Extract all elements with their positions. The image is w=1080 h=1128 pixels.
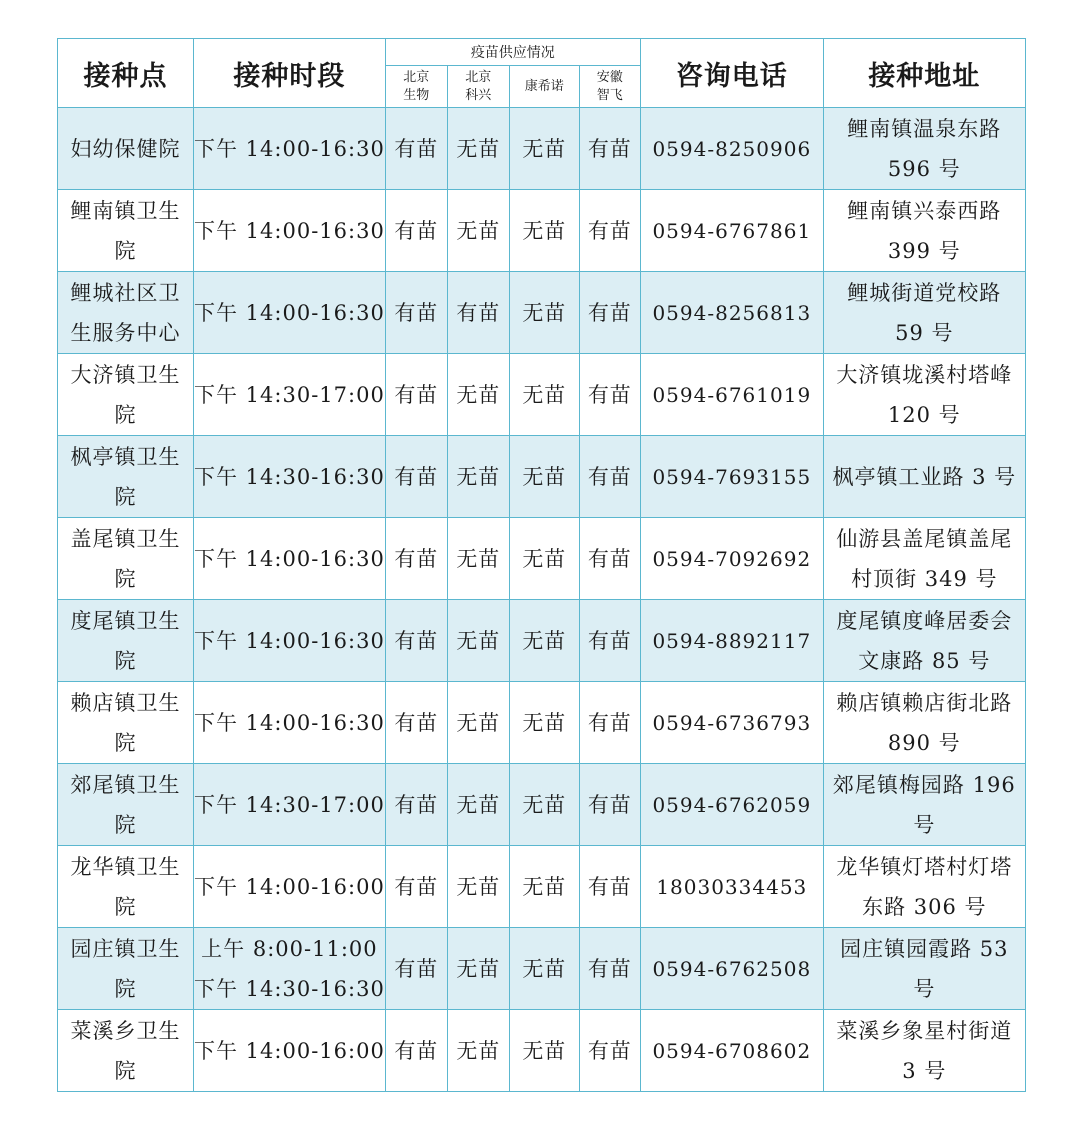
time-slot-cell: 下午 14:00-16:00	[194, 846, 386, 928]
site-name-cell: 园庄镇卫生院	[58, 928, 194, 1010]
phone-cell: 0594-7092692	[640, 518, 823, 600]
address-cell: 菜溪乡象星村街道 3 号	[823, 1010, 1025, 1092]
vaccine-beijing-biological-cell: 有苗	[385, 928, 447, 1010]
header-vaccine-beijing-biological: 北京 生物	[385, 66, 447, 108]
vaccine-beijing-sinovac-cell: 无苗	[447, 846, 509, 928]
table-row	[58, 1010, 1026, 1092]
vaccine-beijing-sinovac-cell: 无苗	[447, 1010, 509, 1092]
site-name-cell: 龙华镇卫生院	[58, 846, 194, 928]
vaccine-beijing-biological-cell: 有苗	[385, 272, 447, 354]
phone-cell: 0594-6767861	[640, 190, 823, 272]
vaccine-beijing-sinovac-cell: 无苗	[447, 436, 509, 518]
time-slot-cell: 下午 14:00-16:30	[194, 682, 386, 764]
time-slot-cell: 下午 14:00-16:30	[194, 190, 386, 272]
table-row	[58, 436, 1026, 518]
table-row	[58, 928, 1026, 1010]
header-time: 接种时段	[194, 39, 386, 108]
time-slot-cell: 下午 14:00-16:30	[194, 272, 386, 354]
phone-cell: 0594-6762508	[640, 928, 823, 1010]
table-row	[58, 600, 1026, 682]
vaccine-anhui-zhifei-cell: 有苗	[579, 108, 640, 190]
site-name-cell: 鲤南镇卫生院	[58, 190, 194, 272]
vaccine-anhui-zhifei-cell: 有苗	[579, 764, 640, 846]
site-name-cell: 盖尾镇卫生院	[58, 518, 194, 600]
vaccine-beijing-sinovac-cell: 有苗	[447, 272, 509, 354]
vaccine-beijing-biological-cell: 有苗	[385, 518, 447, 600]
vaccine-cansino-cell: 无苗	[509, 600, 579, 682]
vaccine-anhui-zhifei-cell: 有苗	[579, 600, 640, 682]
time-slot-cell: 下午 14:00-16:30	[194, 600, 386, 682]
vaccine-beijing-biological-cell: 有苗	[385, 190, 447, 272]
header-vaccine-cansino: 康希诺	[509, 66, 579, 108]
site-name-cell: 赖店镇卫生院	[58, 682, 194, 764]
table-row	[58, 108, 1026, 190]
phone-cell: 0594-6708602	[640, 1010, 823, 1092]
vaccine-anhui-zhifei-cell: 有苗	[579, 518, 640, 600]
table-body	[58, 108, 1026, 1092]
vaccine-beijing-sinovac-cell: 无苗	[447, 764, 509, 846]
time-slot-cell: 下午 14:00-16:30	[194, 108, 386, 190]
site-name-cell: 度尾镇卫生院	[58, 600, 194, 682]
vaccine-anhui-zhifei-cell: 有苗	[579, 272, 640, 354]
time-slot-cell: 下午 14:00-16:30	[194, 518, 386, 600]
vaccine-cansino-cell: 无苗	[509, 928, 579, 1010]
header-site: 接种点	[58, 39, 194, 108]
vaccine-anhui-zhifei-cell: 有苗	[579, 354, 640, 436]
table-row	[58, 518, 1026, 600]
vaccine-beijing-sinovac-cell: 无苗	[447, 600, 509, 682]
vaccine-cansino-cell: 无苗	[509, 846, 579, 928]
vaccine-anhui-zhifei-cell: 有苗	[579, 846, 640, 928]
time-slot-cell: 下午 14:30-17:00	[194, 354, 386, 436]
vaccine-anhui-zhifei-cell: 有苗	[579, 436, 640, 518]
address-cell: 龙华镇灯塔村灯塔东路 306 号	[823, 846, 1025, 928]
vaccine-cansino-cell: 无苗	[509, 436, 579, 518]
table-row	[58, 764, 1026, 846]
vaccine-beijing-biological-cell: 有苗	[385, 108, 447, 190]
vaccine-beijing-sinovac-cell: 无苗	[447, 518, 509, 600]
table-row	[58, 846, 1026, 928]
vaccine-cansino-cell: 无苗	[509, 1010, 579, 1092]
vaccine-cansino-cell: 无苗	[509, 764, 579, 846]
address-cell: 枫亭镇工业路 3 号	[823, 436, 1025, 518]
vaccine-cansino-cell: 无苗	[509, 518, 579, 600]
vaccine-beijing-biological-cell: 有苗	[385, 1010, 447, 1092]
address-cell: 鲤城街道党校路 59 号	[823, 272, 1025, 354]
table-row	[58, 272, 1026, 354]
site-name-cell: 妇幼保健院	[58, 108, 194, 190]
vaccine-beijing-sinovac-cell: 无苗	[447, 190, 509, 272]
vaccine-beijing-biological-cell: 有苗	[385, 436, 447, 518]
header-phone: 咨询电话	[640, 39, 823, 108]
address-cell: 赖店镇赖店街北路 890 号	[823, 682, 1025, 764]
vaccine-cansino-cell: 无苗	[509, 190, 579, 272]
phone-cell: 0594-6736793	[640, 682, 823, 764]
vaccine-beijing-biological-cell: 有苗	[385, 354, 447, 436]
table-row	[58, 190, 1026, 272]
table-row	[58, 354, 1026, 436]
vaccine-beijing-sinovac-cell: 无苗	[447, 682, 509, 764]
vaccine-anhui-zhifei-cell: 有苗	[579, 190, 640, 272]
phone-cell: 0594-8256813	[640, 272, 823, 354]
vaccine-beijing-biological-cell: 有苗	[385, 846, 447, 928]
address-cell: 郊尾镇梅园路 196 号	[823, 764, 1025, 846]
vaccine-beijing-sinovac-cell: 无苗	[447, 108, 509, 190]
vaccine-anhui-zhifei-cell: 有苗	[579, 682, 640, 764]
time-slot-cell: 下午 14:30-17:00	[194, 764, 386, 846]
vaccine-beijing-biological-cell: 有苗	[385, 764, 447, 846]
vaccine-beijing-sinovac-cell: 无苗	[447, 928, 509, 1010]
vaccine-cansino-cell: 无苗	[509, 108, 579, 190]
vaccine-cansino-cell: 无苗	[509, 682, 579, 764]
site-name-cell: 菜溪乡卫生院	[58, 1010, 194, 1092]
phone-cell: 0594-6761019	[640, 354, 823, 436]
site-name-cell: 鲤城社区卫生服务中心	[58, 272, 194, 354]
time-slot-cell: 上午 8:00-11:00 下午 14:30-16:30	[194, 928, 386, 1010]
vaccine-beijing-biological-cell: 有苗	[385, 600, 447, 682]
vaccine-cansino-cell: 无苗	[509, 272, 579, 354]
header-vaccine-supply: 疫苗供应情况	[385, 39, 640, 66]
address-cell: 仙游县盖尾镇盖尾村顶街 349 号	[823, 518, 1025, 600]
phone-cell: 0594-8892117	[640, 600, 823, 682]
header-vaccine-beijing-sinovac: 北京 科兴	[447, 66, 509, 108]
site-name-cell: 郊尾镇卫生院	[58, 764, 194, 846]
phone-cell: 0594-8250906	[640, 108, 823, 190]
phone-cell: 0594-7693155	[640, 436, 823, 518]
vaccine-cansino-cell: 无苗	[509, 354, 579, 436]
time-slot-cell: 下午 14:30-16:30	[194, 436, 386, 518]
address-cell: 园庄镇园霞路 53 号	[823, 928, 1025, 1010]
table-row	[58, 682, 1026, 764]
header-address: 接种地址	[823, 39, 1025, 108]
vaccine-anhui-zhifei-cell: 有苗	[579, 1010, 640, 1092]
site-name-cell: 枫亭镇卫生院	[58, 436, 194, 518]
site-name-cell: 大济镇卫生院	[58, 354, 194, 436]
time-slot-cell: 下午 14:00-16:00	[194, 1010, 386, 1092]
vaccination-schedule-table	[57, 38, 1026, 1092]
address-cell: 鲤南镇兴泰西路 399 号	[823, 190, 1025, 272]
vaccine-anhui-zhifei-cell: 有苗	[579, 928, 640, 1010]
vaccine-beijing-biological-cell: 有苗	[385, 682, 447, 764]
address-cell: 鲤南镇温泉东路 596 号	[823, 108, 1025, 190]
phone-cell: 0594-6762059	[640, 764, 823, 846]
vaccine-beijing-sinovac-cell: 无苗	[447, 354, 509, 436]
phone-cell: 18030334453	[640, 846, 823, 928]
address-cell: 大济镇垅溪村塔峰 120 号	[823, 354, 1025, 436]
address-cell: 度尾镇度峰居委会文康路 85 号	[823, 600, 1025, 682]
header-vaccine-anhui-zhifei: 安徽 智飞	[579, 66, 640, 108]
